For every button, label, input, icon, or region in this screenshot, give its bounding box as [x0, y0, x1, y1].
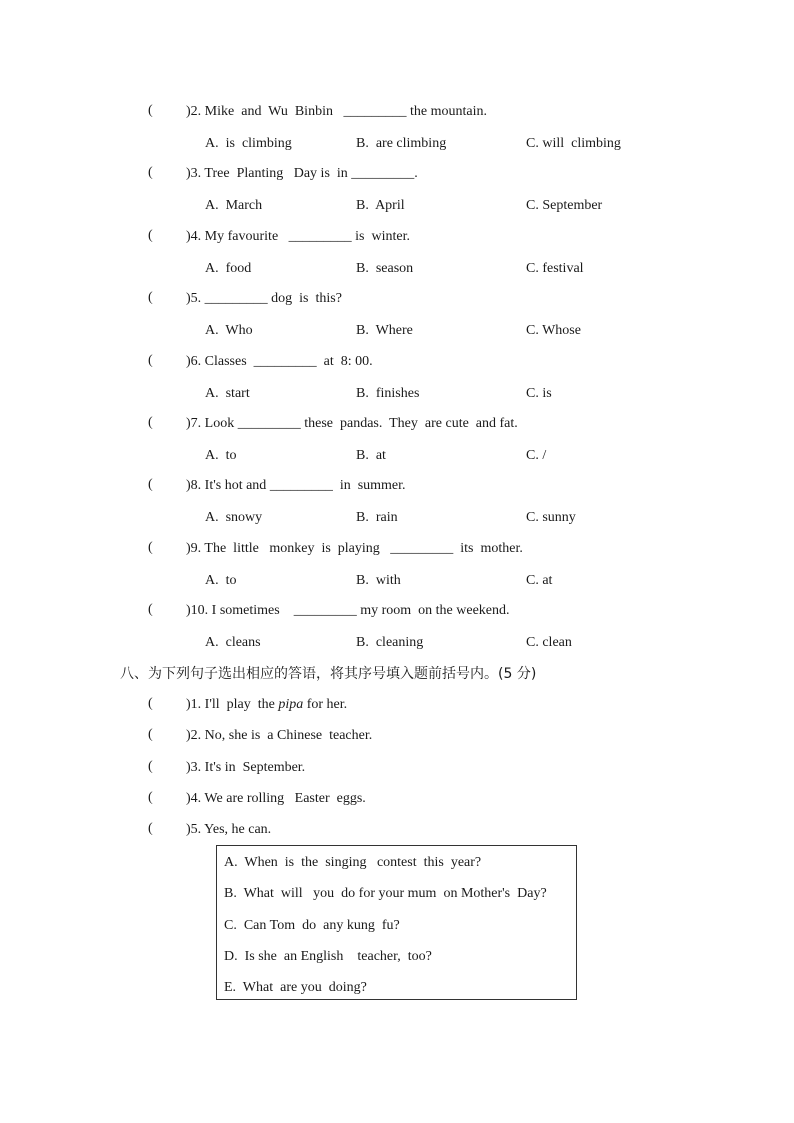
choice-c: C. Can Tom do any kung fu?	[224, 918, 400, 933]
option-a: A. March	[205, 198, 263, 213]
section-8-item	[186, 727, 372, 745]
option-a: A. snowy	[205, 510, 263, 525]
answer-choices-box	[216, 845, 577, 1000]
item-number: )1.	[186, 697, 202, 712]
question-text	[186, 290, 342, 308]
question-blank: _________	[390, 541, 454, 556]
option-a: A. is climbing	[205, 136, 292, 151]
question-text	[186, 477, 406, 495]
question-after: my room on the weekend.	[356, 603, 510, 618]
question-after: dog is this?	[267, 291, 342, 306]
answer-paren[interactable]: (	[148, 477, 153, 492]
question-before: The little monkey is playing	[201, 541, 391, 556]
answer-paren[interactable]: (	[148, 727, 153, 742]
question-number: )7.	[186, 416, 202, 431]
question-after: .	[414, 166, 418, 181]
question-blank: _________	[288, 229, 352, 244]
option-c: C. is	[526, 386, 552, 401]
option-c: C. /	[526, 448, 547, 463]
question-before: Tree Planting Day is in	[201, 166, 352, 181]
option-b: B. at	[356, 448, 386, 463]
answer-paren[interactable]: (	[148, 415, 153, 430]
item-text: We are rolling Easter eggs.	[201, 791, 366, 806]
option-c: C. at	[526, 573, 553, 588]
answer-paren[interactable]: (	[148, 790, 153, 805]
option-b: B. are climbing	[356, 136, 447, 151]
question-text	[186, 103, 487, 121]
option-a: A. start	[205, 386, 250, 401]
question-after: these pandas. They are cute and fat.	[300, 416, 518, 431]
question-blank: _________	[204, 291, 268, 306]
option-b: B. rain	[356, 510, 398, 525]
option-a: A. to	[205, 573, 237, 588]
item-text: Yes, he can.	[201, 822, 272, 837]
question-before: Mike and Wu Binbin	[201, 104, 344, 119]
question-number: )8.	[186, 478, 202, 493]
question-blank: _________	[253, 354, 317, 369]
section-8-item	[186, 759, 305, 777]
question-before: Look	[201, 416, 238, 431]
option-b: B. with	[356, 573, 401, 588]
option-a: A. cleans	[205, 635, 261, 650]
choice-a: A. When is the singing contest this year?	[224, 855, 482, 870]
choice-e: E. What are you doing?	[224, 980, 367, 995]
question-number: )2.	[186, 104, 202, 119]
question-blank: _________	[269, 478, 333, 493]
option-a: A. Who	[205, 323, 253, 338]
answer-paren[interactable]: (	[148, 103, 153, 118]
question-text	[186, 228, 410, 246]
question-after: the mountain.	[406, 104, 487, 119]
option-b: B. April	[356, 198, 405, 213]
section-8-item	[186, 790, 366, 808]
question-number: )6.	[186, 354, 202, 369]
item-number: )2.	[186, 728, 202, 743]
question-number: )3.	[186, 166, 202, 181]
option-b: B. cleaning	[356, 635, 424, 650]
question-after: at 8: 00.	[316, 354, 373, 369]
answer-paren[interactable]: (	[148, 165, 153, 180]
answer-paren[interactable]: (	[148, 290, 153, 305]
option-b: B. finishes	[356, 386, 420, 401]
item-number: )4.	[186, 791, 202, 806]
question-blank: _________	[351, 166, 415, 181]
option-a: A. food	[205, 261, 252, 276]
answer-paren[interactable]: (	[148, 228, 153, 243]
section-8-title: 八、为下列句子选出相应的答语，将其序号填入题前括号内。(5 分)	[120, 666, 537, 682]
answer-paren[interactable]: (	[148, 696, 153, 711]
question-after: its mother.	[453, 541, 523, 556]
section-8-item	[186, 821, 271, 839]
question-after: is winter.	[351, 229, 410, 244]
question-text	[186, 540, 523, 558]
item-number: )5.	[186, 822, 202, 837]
question-blank: _________	[293, 603, 357, 618]
item-text: It's in September.	[201, 760, 306, 775]
question-before: I sometimes	[208, 603, 294, 618]
option-c: C. festival	[526, 261, 584, 276]
question-text	[186, 602, 510, 620]
answer-paren[interactable]: (	[148, 540, 153, 555]
item-text-end: for her.	[303, 697, 348, 712]
choice-d: D. Is she an English teacher, too?	[224, 949, 432, 964]
question-before: Classes	[201, 354, 254, 369]
question-number: )10.	[186, 603, 209, 618]
option-b: B. season	[356, 261, 414, 276]
option-c: C. clean	[526, 635, 572, 650]
question-text	[186, 415, 518, 433]
option-c: C. will climbing	[526, 136, 621, 151]
section-8-item	[186, 696, 347, 714]
option-b: B. Where	[356, 323, 413, 338]
question-before: It's hot and	[201, 478, 270, 493]
option-c: C. Whose	[526, 323, 581, 338]
answer-paren[interactable]: (	[148, 759, 153, 774]
answer-paren[interactable]: (	[148, 602, 153, 617]
question-after: in summer.	[332, 478, 406, 493]
answer-paren[interactable]: (	[148, 821, 153, 836]
question-text	[186, 165, 418, 183]
question-blank: _________	[237, 416, 301, 431]
choice-b: B. What will you do for your mum on Mother's Day?	[224, 886, 547, 901]
option-c: C. sunny	[526, 510, 576, 525]
item-text: I'll play the	[201, 697, 279, 712]
item-italic: pipa	[278, 697, 304, 712]
answer-paren[interactable]: (	[148, 353, 153, 368]
option-c: C. September	[526, 198, 603, 213]
question-before: My favourite	[201, 229, 289, 244]
question-blank: _________	[343, 104, 407, 119]
item-number: )3.	[186, 760, 202, 775]
question-number: )4.	[186, 229, 202, 244]
question-text	[186, 353, 373, 371]
option-a: A. to	[205, 448, 237, 463]
question-number: )5.	[186, 291, 202, 306]
question-number: )9.	[186, 541, 202, 556]
item-text: No, she is a Chinese teacher.	[201, 728, 373, 743]
